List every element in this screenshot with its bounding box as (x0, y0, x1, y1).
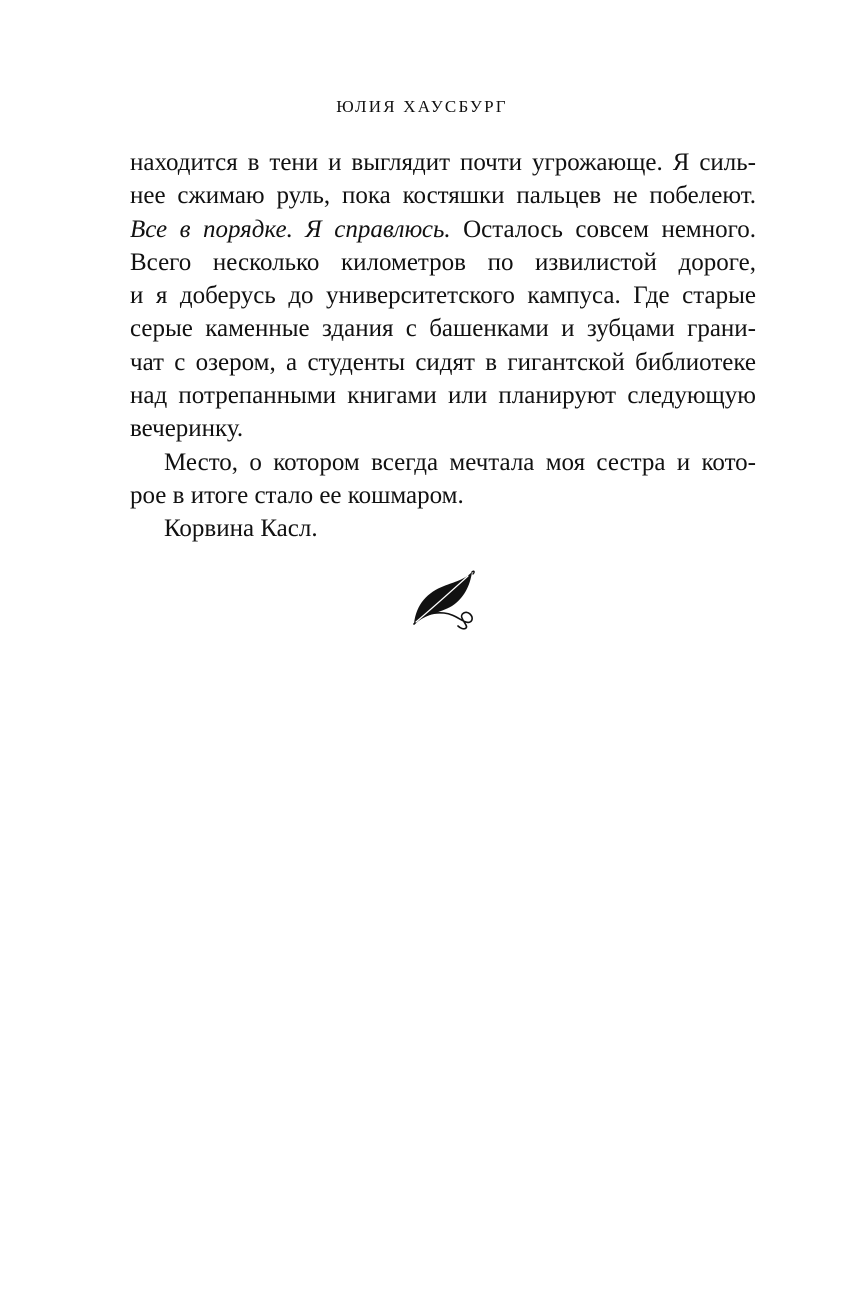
italic-thought: Все в порядке. Я справлюсь. (130, 215, 451, 243)
text-line: Корвина Касл. (164, 515, 318, 543)
text-line (130, 213, 756, 246)
text-line: рое в итоге стало ее кошмаром. (130, 481, 464, 509)
running-head-author: ЮЛИЯ ХАУСБУРГ (336, 97, 508, 116)
text-line: и я доберусь до университетского кампуса. Где старые (130, 282, 756, 310)
leaf-flourish-icon (410, 568, 476, 630)
text-line: нее сжимаю руль, пока костяшки пальцев не побелеют. (130, 182, 756, 210)
text-line: чат с озером, а студенты сидят в гигантской библиотеке (130, 348, 756, 376)
text-line: Всего несколько километров по извилистой дороге, (130, 248, 756, 276)
text-fragment: Осталось совсем немного. (450, 215, 756, 243)
text-line: вечеринку. (130, 415, 244, 443)
text-line: над потрепанными книгами или планируют следующую (130, 382, 756, 410)
text-line: серые каменные здания с башенками и зубцами грани- (130, 315, 756, 343)
text-line: находится в тени и выглядит почти угрожающе. Я силь- (130, 149, 756, 176)
text-line: Место, о котором всегда мечтала моя сестра и кото- (164, 448, 756, 476)
body-text (130, 146, 756, 546)
